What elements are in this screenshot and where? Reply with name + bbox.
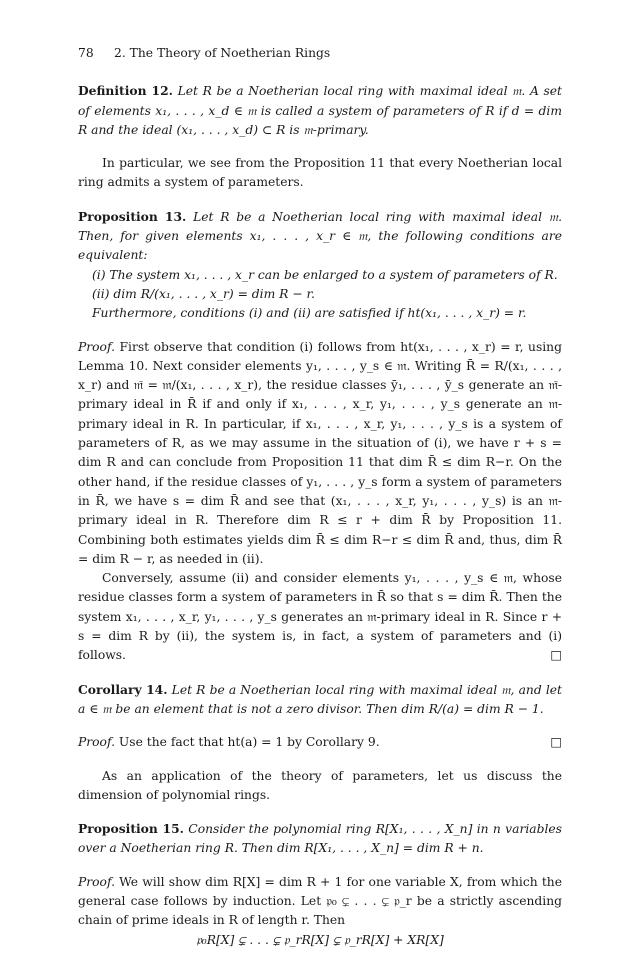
proof-label: Proof.	[78, 874, 115, 889]
proof-text: We will show dim R[X] = dim R + 1 for one variable X, from which the general case follows by induction. Let 𝔭₀ ⊊ . . . ⊊ 𝔭_r be a strictly ascending chain of prime ideals in R of length r. Then	[78, 874, 562, 928]
definition-text: Let R be a Noetherian local ring with maximal ideal 𝔪. A set of elements x₁, . . . , x_d ∈ 𝔪 is called a system of parameters of R if d = dim R and the ideal (x₁, . . . , x_d) ⊂ R is 𝔪-primary.	[78, 84, 562, 137]
proof-text: Use the fact that ht(a) = 1 by Corollary 9.	[118, 735, 380, 750]
proof-label: Proof.	[78, 735, 115, 750]
display-formula: 𝔭₀R[X] ⊊ . . . ⊊ 𝔭_rR[X] ⊊ 𝔭_rR[X] + XR[X]	[196, 932, 444, 947]
proof-15	[78, 873, 562, 950]
proposition-text: Let R be a Noetherian local ring with maximal ideal 𝔪. Then, for given elements x₁, . . . , x_r ∈ 𝔪, the following conditions are equivalent:	[78, 209, 562, 263]
paragraph-text: In particular, we see from the Proposition 11 that every Noetherian local ring admits a system of parameters.	[78, 156, 562, 190]
paragraph-system-of-parameters	[78, 154, 562, 193]
qed-symbol: □	[550, 648, 562, 663]
running-title: 2. The Theory of Noetherian Rings	[114, 46, 331, 60]
definition-12	[78, 81, 562, 140]
proof-label: Proof.	[78, 339, 115, 354]
proof-13	[78, 338, 562, 666]
proof-paragraph-1: First observe that condition (i) follows from ht(x₁, . . . , x_r) = r, using Lemma 10. Next consider elements y₁, . . . , y_s ∈ 𝔪. Writing R̄ = R/(x₁, . . . , x_r) and 𝔪̄ = 𝔪/(x₁, . . . , x_r), the residue classes ȳ₁, . . . , ȳ_s generate an 𝔪̄-primary ideal in R̄ if and only if x₁, . . . , x_r, y₁, . . . , y_s generate an 𝔪-primary ideal in R. In particular, if x₁, . . . , x_r, y₁, . . . , y_s is a system of parameters of R, as we may assume in the situation of (i), we have r + s = dim R and can conclude from Proposition 11 that dim R̄ ≤ dim R−r. On the other hand, if the residue classes of y₁, . . . , y_s form a system of parameters in R̄, we have s = dim R̄ and see that (x₁, . . . , x_r, y₁, . . . , y_s) is an 𝔪-primary ideal in R. Therefore dim R ≤ r + dim R̄ by Proposition 11. Combining both estimates yields dim R̄ ≤ dim R−r ≤ dim R̄ and, thus, dim R̄ = dim R − r, as needed in (ii).	[78, 339, 562, 566]
book-page	[78, 44, 562, 964]
corollary-text: Let R be a Noetherian local ring with maximal ideal 𝔪, and let a ∈ 𝔪 be an element that is not a zero divisor. Then dim R/(a) = dim R − 1.	[78, 682, 562, 716]
proposition-label: Proposition 15.	[78, 821, 184, 837]
corollary-14	[78, 680, 562, 720]
corollary-label: Corollary 14.	[78, 681, 168, 697]
proposition-item-ii: (ii) dim R/(x₁, . . . , x_r) = dim R − r.	[92, 286, 315, 301]
proof-paragraph-2: Conversely, assume (ii) and consider elements y₁, . . . , y_s ∈ 𝔪, whose residue classes form a system of parameters in R̄ so that s = dim R̄. Then the system x₁, . . . , x_r, y₁, . . . , y_s generates an 𝔪-primary ideal in R. Since r + s = dim R by (ii), the system is, in fact, a system of parameters and (i) follows.	[78, 571, 562, 663]
proposition-furthermore: Furthermore, conditions (i) and (ii) are satisfied if ht(x₁, . . . , x_r) = r.	[92, 306, 527, 321]
proposition-13	[78, 207, 562, 324]
proposition-item-i: (i) The system x₁, . . . , x_r can be enlarged to a system of parameters of R.	[92, 267, 558, 282]
definition-label: Definition 12.	[78, 83, 173, 99]
proof-14	[78, 733, 562, 752]
qed-symbol: □	[550, 735, 562, 750]
proposition-label: Proposition 13.	[78, 208, 187, 224]
page-number: 78	[78, 46, 94, 60]
proposition-15	[78, 819, 562, 859]
running-header	[78, 44, 562, 63]
proposition-text: Consider the polynomial ring R[X₁, . . . , X_n] in n variables over a Noetherian ring R. Then dim R[X₁, . . . , X_n] = dim R + n.	[78, 822, 562, 856]
paragraph-application	[78, 767, 562, 806]
paragraph-text: As an application of the theory of parameters, let us discuss the dimension of polynomial rings.	[78, 768, 562, 802]
